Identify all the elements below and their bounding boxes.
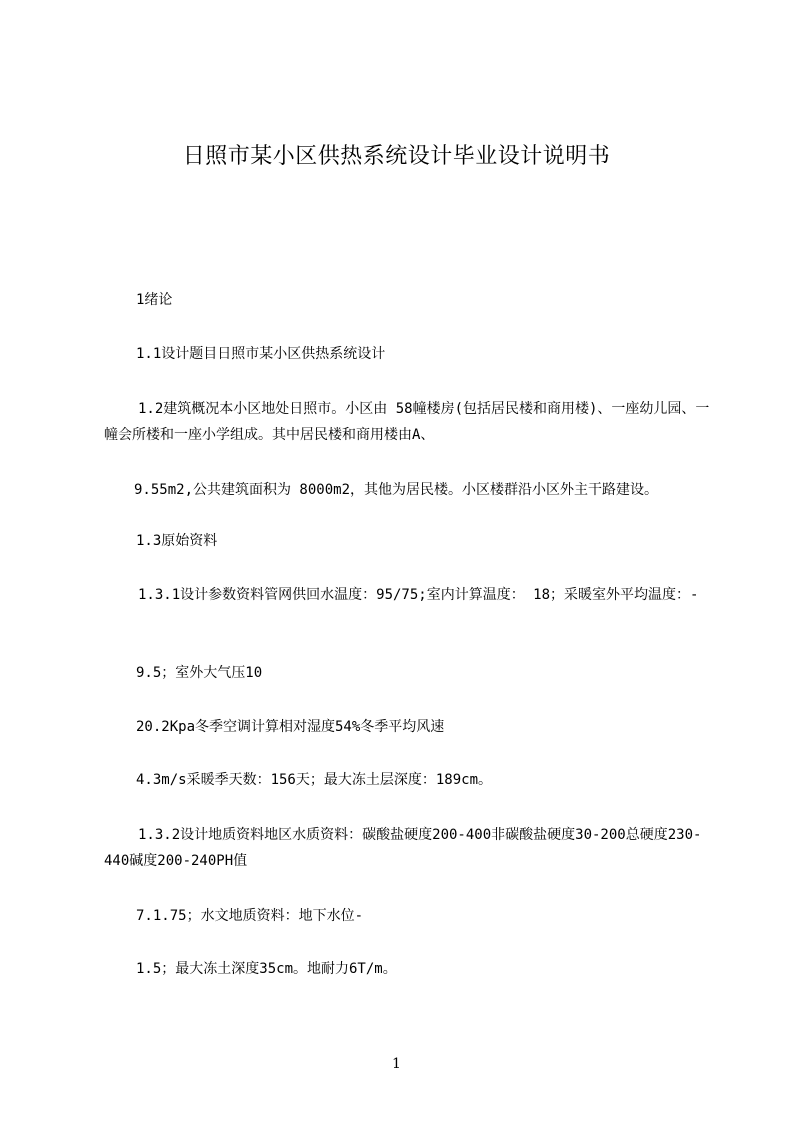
paragraph-design-topic: 1.1设计题目日照市某小区供热系统设计 xyxy=(136,346,386,362)
paragraph-design-parameters: 1.3.1设计参数资料管网供回水温度：95/75;室内计算温度： 18；采暖室外平均温度：- xyxy=(138,587,699,603)
paragraph-outdoor-pressure: 9.5；室外大气压10 xyxy=(136,665,263,681)
section-heading-introduction: 1绪论 xyxy=(136,292,173,308)
section-heading-original-data: 1.3原始资料 xyxy=(136,533,218,549)
paragraph-winter-humidity: 20.2Kpa冬季空调计算相对湿度54%冬季平均风速 xyxy=(136,719,445,735)
paragraph-heating-season: 4.3m/s采暖季天数：156天；最大冻土层深度：189cm。 xyxy=(136,772,493,788)
paragraph-hydrogeology: 7.1.75；水文地质资料：地下水位- xyxy=(136,908,364,924)
page-number: 1 xyxy=(392,1056,401,1072)
paragraph-building-overview: 1.2建筑概况本小区地处日照市。小区由 58幢楼房(包括居民楼和商用楼)、一座幼儿园、一幢会所楼和一座小学组成。其中居民楼和商用楼由A、 xyxy=(104,401,710,443)
paragraph-geology-water-quality: 1.3.2设计地质资料地区水质资料：碳酸盐硬度200-400非碳酸盐硬度30-200总硬度230-440碱度200-240PH值 xyxy=(104,827,702,869)
paragraph-frost-depth: 1.5；最大冻土深度35cm。地耐力6T/m。 xyxy=(136,961,397,977)
document-title: 日照市某小区供热系统设计毕业设计说明书 xyxy=(182,144,611,169)
paragraph-building-area: 9.55m2,公共建筑面积为 8000m2，其他为居民楼。小区楼群沿小区外主干路建设。 xyxy=(134,482,659,498)
